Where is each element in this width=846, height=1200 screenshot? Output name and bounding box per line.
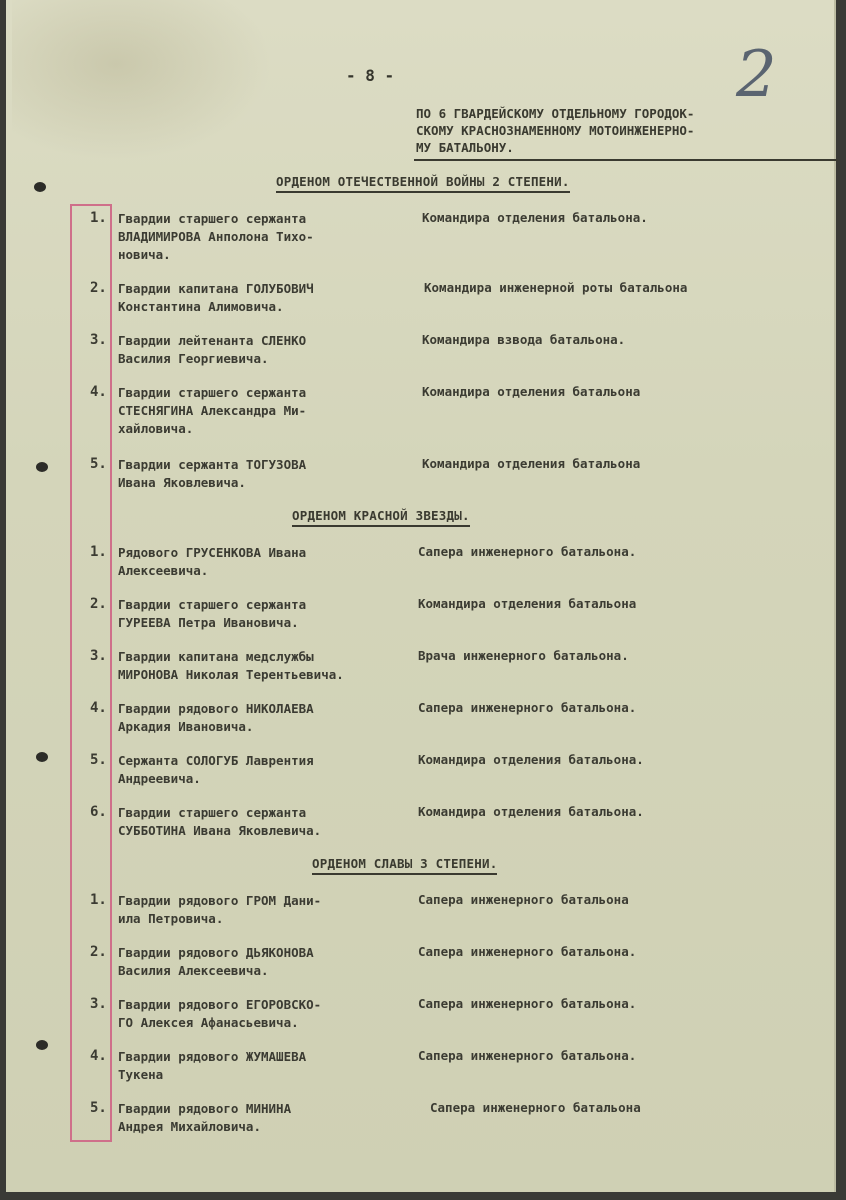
entry-position: Командира инженерной роты батальона bbox=[424, 280, 688, 295]
entry-number: 1. bbox=[90, 210, 107, 226]
entry-name-line: Гвардии рядового ГРОМ Дани- bbox=[118, 893, 322, 908]
entry-name-line: Гвардии старшего сержанта bbox=[118, 805, 307, 820]
entry-number: 3. bbox=[90, 332, 107, 348]
entry-name-line: ВЛАДИМИРОВА Анполона Тихо- bbox=[118, 229, 314, 245]
page-number: - 8 - bbox=[346, 66, 395, 85]
award-section-heading: ОРДЕНОМ ОТЕЧЕСТВЕННОЙ ВОЙНЫ 2 СТЕПЕНИ. bbox=[276, 174, 570, 193]
unit-header-line: ПО 6 ГВАРДЕЙСКОМУ ОТДЕЛЬНОМУ ГОРОДОК- bbox=[416, 106, 695, 121]
entry-name-line: Аркадия Ивановича. bbox=[118, 719, 254, 735]
entry-name-line: Гвардии старшего сержанта bbox=[118, 211, 307, 226]
entry-number: 3. bbox=[90, 996, 107, 1012]
entry-name-line: Сержанта СОЛОГУБ Лаврентия bbox=[118, 753, 314, 768]
entry-position: Командира взвода батальона. bbox=[422, 332, 626, 347]
entry-name bbox=[118, 1100, 418, 1136]
entry-position: Сапера инженерного батальона. bbox=[418, 944, 637, 959]
entry-name-line: СУББОТИНА Ивана Яковлевича. bbox=[118, 823, 322, 839]
entry-name bbox=[118, 804, 418, 840]
entry-name bbox=[118, 944, 418, 980]
entry-name-line: Гвардии рядового ДЬЯКОНОВА bbox=[118, 945, 314, 960]
entry-name-line: Гвардии старшего сержанта bbox=[118, 597, 307, 612]
paper-stain bbox=[12, 0, 272, 160]
entry-number: 5. bbox=[90, 752, 107, 768]
entry-name-line: Гвардии рядового МИНИНА bbox=[118, 1101, 292, 1116]
entry-name bbox=[118, 596, 418, 632]
unit-header bbox=[416, 106, 836, 157]
entry-number: 2. bbox=[90, 944, 107, 960]
entry-name bbox=[118, 456, 418, 492]
document-page bbox=[6, 0, 836, 1192]
entry-name bbox=[118, 892, 418, 928]
entry-number: 6. bbox=[90, 804, 107, 820]
entry-name-line: ила Петровича. bbox=[118, 911, 224, 927]
entry-name-line: ГО Алексея Афанасьевича. bbox=[118, 1015, 299, 1031]
entry-name-line: Тукена bbox=[118, 1067, 164, 1083]
punch-hole bbox=[36, 752, 48, 762]
entry-name-line: Гвардии капитана ГОЛУБОВИЧ bbox=[118, 281, 314, 296]
punch-hole bbox=[36, 462, 48, 472]
entry-position: Командира отделения батальона. bbox=[422, 210, 648, 225]
entry-position: Командира отделения батальона bbox=[422, 456, 641, 471]
entry-name bbox=[118, 1048, 418, 1084]
entry-name-line: Андрея Михайловича. bbox=[118, 1119, 261, 1135]
entry-name bbox=[118, 996, 418, 1032]
entry-name-line: ГУРЕЕВА Петра Ивановича. bbox=[118, 615, 299, 631]
entry-position: Сапера инженерного батальона. bbox=[418, 996, 637, 1011]
entry-number: 2. bbox=[90, 280, 107, 296]
unit-header-line: СКОМУ КРАСНОЗНАМЕННОМУ МОТОИНЖЕНЕРНО- bbox=[416, 122, 695, 138]
entry-name bbox=[118, 700, 418, 736]
unit-header-line: МУ БАТАЛЬОНУ. bbox=[416, 139, 514, 155]
entry-name-line: Гвардии старшего сержанта bbox=[118, 385, 307, 400]
entry-name-line: Гвардии лейтенанта СЛЕНКО bbox=[118, 333, 307, 348]
entry-number: 5. bbox=[90, 456, 107, 472]
award-section-heading: ОРДЕНОМ СЛАВЫ 3 СТЕПЕНИ. bbox=[312, 856, 497, 875]
entry-position: Сапера инженерного батальона bbox=[430, 1100, 641, 1115]
entry-position: Сапера инженерного батальона. bbox=[418, 544, 637, 559]
entry-position: Командира отделения батальона bbox=[422, 384, 641, 399]
entry-name-line: Алексеевича. bbox=[118, 563, 209, 579]
entry-name-line: Гвардии рядового ЕГОРОВСКО- bbox=[118, 997, 322, 1012]
entry-position: Сапера инженерного батальона. bbox=[418, 700, 637, 715]
entry-name-line: СТЕСНЯГИНА Александра Ми- bbox=[118, 403, 307, 419]
entry-number: 4. bbox=[90, 1048, 107, 1064]
entry-name-line: Гвардии рядового НИКОЛАЕВА bbox=[118, 701, 314, 716]
entry-name-line: Андреевича. bbox=[118, 771, 201, 787]
entry-number: 4. bbox=[90, 384, 107, 400]
entry-name-line: Василия Алексеевича. bbox=[118, 963, 269, 979]
entry-number: 3. bbox=[90, 648, 107, 664]
punch-hole bbox=[36, 1040, 48, 1050]
handwritten-page-mark: 2 bbox=[736, 38, 777, 112]
entry-position: Врача инженерного батальона. bbox=[418, 648, 629, 663]
entry-number: 1. bbox=[90, 544, 107, 560]
award-section-heading: ОРДЕНОМ КРАСНОЙ ЗВЕЗДЫ. bbox=[292, 508, 470, 527]
entry-name-line: Гвардии капитана медслужбы bbox=[118, 649, 314, 664]
entry-name-line: МИРОНОВА Николая Терентьевича. bbox=[118, 667, 344, 683]
entry-name-line: новича. bbox=[118, 247, 171, 263]
entry-name-line: Гвардии рядового ЖУМАШЕВА bbox=[118, 1049, 307, 1064]
entry-name-line: Ивана Яковлевича. bbox=[118, 475, 246, 491]
entry-number: 5. bbox=[90, 1100, 107, 1116]
entry-name bbox=[118, 332, 418, 368]
entry-name bbox=[118, 280, 418, 316]
entry-number: 4. bbox=[90, 700, 107, 716]
entry-position: Сапера инженерного батальона bbox=[418, 892, 629, 907]
entry-number: 2. bbox=[90, 596, 107, 612]
entry-position: Командира отделения батальона. bbox=[418, 804, 644, 819]
entry-name bbox=[118, 752, 418, 788]
entry-position: Командира отделения батальона bbox=[418, 596, 637, 611]
unit-header-underline bbox=[414, 159, 838, 161]
entry-name bbox=[118, 544, 418, 580]
entry-position: Командира отделения батальона. bbox=[418, 752, 644, 767]
entry-name-line: Константина Алимовича. bbox=[118, 299, 284, 315]
entry-name bbox=[118, 648, 418, 684]
entry-name bbox=[118, 384, 418, 438]
entry-number: 1. bbox=[90, 892, 107, 908]
entry-name-line: Рядового ГРУСЕНКОВА Ивана bbox=[118, 545, 307, 560]
entry-name-line: Гвардии сержанта ТОГУЗОВА bbox=[118, 457, 307, 472]
punch-hole bbox=[34, 182, 46, 192]
entry-position: Сапера инженерного батальона. bbox=[418, 1048, 637, 1063]
entry-name-line: Василия Георгиевича. bbox=[118, 351, 269, 367]
entry-name-line: хайловича. bbox=[118, 421, 194, 437]
entry-name bbox=[118, 210, 418, 264]
